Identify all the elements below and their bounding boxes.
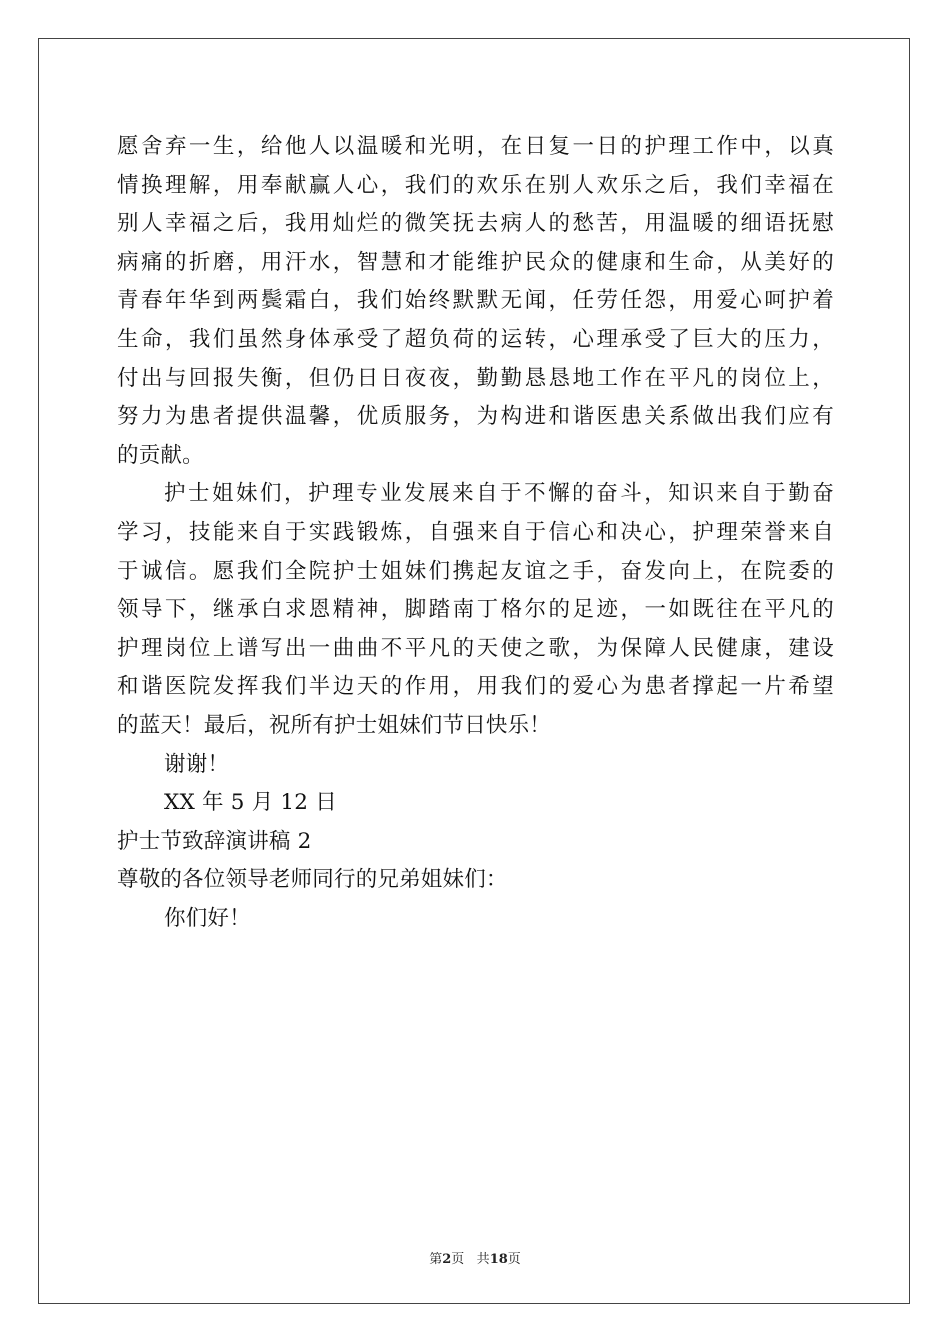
paragraph-2-line: 和谐医院发挥我们半边天的作用，用我们的爱心为患者撑起一片希望 <box>117 674 834 700</box>
paragraph-2-line: 于诚信。愿我们全院护士姐妹们携起友谊之手，奋发向上，在院委的 <box>117 558 834 584</box>
paragraph-1-line: 别人幸福之后，我用灿烂的微笑抚去病人的愁苦，用温暖的细语抚慰 <box>117 211 834 237</box>
page-footer <box>0 1248 950 1267</box>
paragraph-1-line: 付出与回报失衡，但仍日日夜夜，勤勤恳恳地工作在平凡的岗位上， <box>117 365 834 391</box>
date-line: XX 年 5 月 12 日 <box>164 790 337 816</box>
paragraph-1-line: 的贡献。 <box>117 442 204 468</box>
paragraph-1-line: 努力为患者提供温馨，优质服务，为构进和谐医患关系做出我们应有 <box>117 404 834 430</box>
paragraph-2 <box>117 475 834 745</box>
paragraph-2-line: 护士姐妹们，护理专业发展来自于不懈的奋斗，知识来自于勤奋 <box>164 481 834 507</box>
paragraph-2-line: 学习，技能来自于实践锻炼，自强来自于信心和决心，护理荣誉来自 <box>117 519 834 545</box>
document-body <box>117 128 834 938</box>
paragraph-1-line: 青春年华到两鬓霜白，我们始终默默无闻，任劳任怨，用爱心呵护着 <box>117 288 834 314</box>
paragraph-1-line: 病痛的折磨，用汗水，智慧和才能维护民众的健康和生命，从美好的 <box>117 249 834 275</box>
footer-total-pages: 18 <box>489 1252 508 1267</box>
paragraph-1 <box>117 128 834 475</box>
paragraph-2-line: 的蓝天！最后，祝所有护士姐妹们节日快乐！ <box>117 712 552 738</box>
footer-page-suffix: 页 <box>451 1252 465 1267</box>
paragraph-1-line: 愿舍弃一生，给他人以温暖和光明，在日复一日的护理工作中，以真 <box>117 134 834 159</box>
footer-total-prefix: 共 <box>476 1252 490 1267</box>
salutation-line: 尊敬的各位领导老师同行的兄弟姐妹们： <box>117 867 508 893</box>
thanks-line: 谢谢！ <box>164 751 230 777</box>
paragraph-2-line: 护理岗位上谱写出一曲曲不平凡的天使之歌，为保障人民健康，建设 <box>117 635 834 661</box>
paragraph-1-line: 情换理解，用奉献赢人心，我们的欢乐在别人欢乐之后，我们幸福在 <box>117 172 834 198</box>
greeting-line: 你们好！ <box>164 905 251 931</box>
paragraph-1-line: 生命，我们虽然身体承受了超负荷的运转，心理承受了巨大的压力， <box>117 326 834 352</box>
footer-total-suffix: 页 <box>507 1252 521 1267</box>
section-title: 护士节致辞演讲稿 2 <box>117 828 312 854</box>
paragraph-2-line: 领导下，继承白求恩精神，脚踏南丁格尔的足迹，一如既往在平凡的 <box>117 597 834 623</box>
footer-page-number: 2 <box>442 1252 452 1267</box>
footer-page-prefix: 第 <box>429 1252 443 1267</box>
